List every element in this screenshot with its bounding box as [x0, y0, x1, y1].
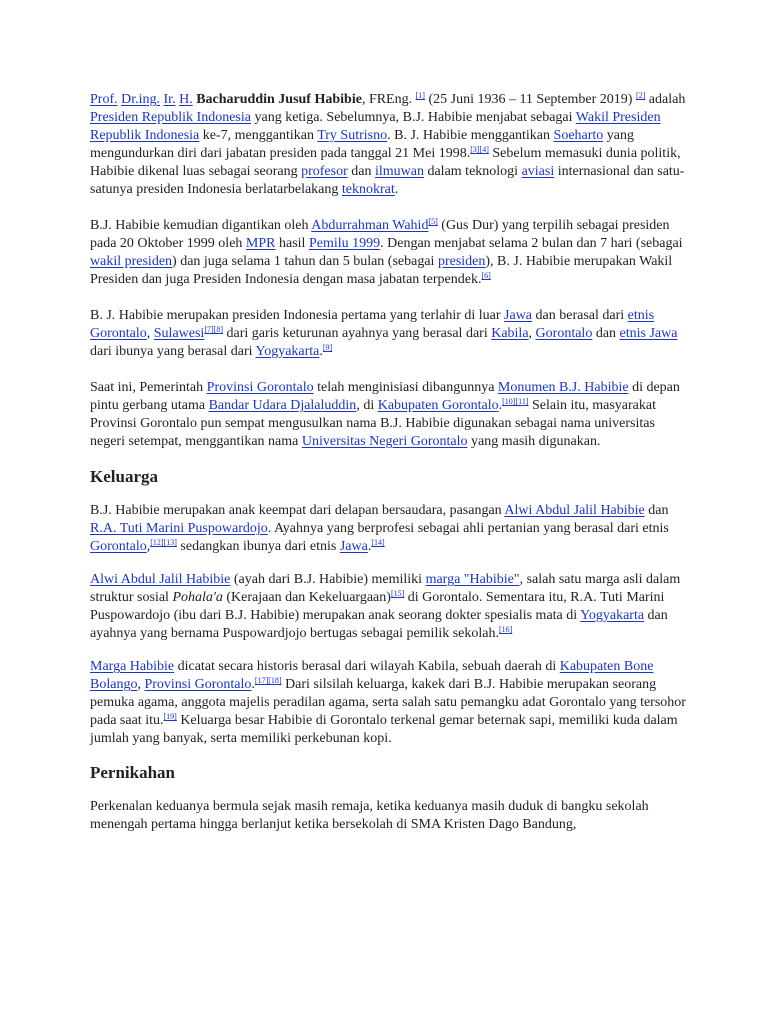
- article-body: [90, 91, 686, 834]
- text: Selain itu, masyarakat Provinsi Gorontalo pun sempat mengusulkan nama B.J. Habibie digunakan sebagai nama universitas negeri setempat, menggantikan nama: [90, 398, 657, 449]
- text: Dari silsilah keluarga, kakek dari B.J. Habibie merupakan seorang pemuka agama, anggota majelis peradilan agama, serta salah satu pemangku adat Gorontalo yang tersohor pada saat itu.: [90, 677, 686, 728]
- text: .: [319, 344, 323, 359]
- link-provinsi-gorontalo[interactable]: Provinsi Gorontalo: [144, 677, 252, 692]
- text: B.J. Habibie kemudian digantikan oleh: [90, 218, 312, 233]
- text: dan: [347, 164, 375, 179]
- paragraph-marga: [90, 571, 686, 643]
- text: . Dengan menjabat selama 2 bulan dan 7 hari (sebagai: [380, 236, 683, 251]
- text: .: [498, 398, 503, 413]
- link-etnis-jawa[interactable]: etnis Jawa: [619, 326, 678, 341]
- link-wakil-presiden[interactable]: wakil presiden: [90, 254, 173, 269]
- text: dan ayahnya yang bernama Puspowardjojo bertugas sebagai pemilik sekolah.: [90, 608, 668, 641]
- paragraph-monument: [90, 379, 686, 451]
- text: dari garis keturunan ayahnya yang berasal dari: [222, 326, 492, 341]
- citation-12-13[interactable]: [12][13]: [150, 538, 177, 547]
- link-try-sutrisno[interactable]: Try Sutrisno: [317, 128, 388, 143]
- link-ilmuwan[interactable]: ilmuwan: [374, 164, 424, 179]
- link-yogyakarta[interactable]: Yogyakarta: [580, 608, 645, 623]
- link-jawa[interactable]: Jawa: [339, 539, 368, 554]
- text: di depan pintu gerbang utama: [90, 380, 680, 413]
- link-marga-habibie[interactable]: Marga Habibie: [90, 659, 175, 674]
- text: .: [367, 539, 372, 554]
- text: ke-7, menggantikan: [199, 128, 318, 143]
- link-teknokrat[interactable]: teknokrat: [341, 182, 395, 197]
- link-profesor[interactable]: profesor: [301, 164, 348, 179]
- link-prof[interactable]: Prof.: [90, 92, 118, 107]
- text: yang ketiga. Sebelumnya, B.J. Habibie menjabat sebagai: [250, 110, 576, 125]
- link-sulawesi[interactable]: Sulawesi: [153, 326, 205, 341]
- link-kabupaten-gorontalo[interactable]: Kabupaten Gorontalo: [377, 398, 499, 413]
- link-marga-habibie[interactable]: marga "Habibie": [425, 572, 520, 587]
- text: adalah: [645, 92, 686, 107]
- text: dalam teknologi: [423, 164, 522, 179]
- citation-1[interactable]: [1]: [415, 91, 425, 100]
- text: (ayah dari B.J. Habibie) memiliki: [230, 572, 426, 587]
- text: telah menginisiasi dibangunnya: [313, 380, 498, 395]
- link-universitas-negeri-gorontalo[interactable]: Universitas Negeri Gorontalo: [301, 434, 468, 449]
- paragraph-origin: [90, 307, 686, 361]
- text: B.J. Habibie merupakan anak keempat dari delapan bersaudara, pasangan: [90, 503, 505, 518]
- link-jawa[interactable]: Jawa: [504, 308, 533, 323]
- text: sedangkan ibunya dari etnis: [176, 539, 340, 554]
- citation-5[interactable]: [5]: [428, 217, 438, 226]
- link-yogyakarta[interactable]: Yogyakarta: [255, 344, 320, 359]
- link-soeharto[interactable]: Soeharto: [553, 128, 604, 143]
- citation-6[interactable]: [6]: [481, 271, 491, 280]
- text: , salah satu marga asli dalam struktur sosial: [90, 572, 681, 605]
- citation-3-4[interactable]: [3][4]: [470, 145, 489, 154]
- text: dan: [592, 326, 620, 341]
- text: internasional dan satu-satunya presiden Indonesia berlatarbelakang: [90, 164, 685, 197]
- link-etnis-gorontalo[interactable]: etnis Gorontalo: [90, 308, 655, 341]
- link-presiden-ri[interactable]: Presiden Republik Indonesia: [90, 110, 251, 125]
- text: Keluarga besar Habibie di Gorontalo terkenal gemar beternak sapi, memiliki kuda dalam jumlah yang banyak, serta memiliki perkebunan kopi.: [90, 713, 678, 746]
- link-dring[interactable]: Dr.ing.: [121, 92, 161, 107]
- citation-2[interactable]: [2]: [635, 91, 646, 100]
- link-pemilu-1999[interactable]: Pemilu 1999: [308, 236, 381, 251]
- link-bandar-udara[interactable]: Bandar Udara Djalaluddin: [208, 398, 357, 413]
- link-alwi-abdul-jalil-habibie[interactable]: Alwi Abdul Jalil Habibie: [90, 572, 231, 587]
- text: ), B. J. Habibie merupakan Wakil Presiden dan juga Presiden Indonesia dengan masa jabatan terpendek.: [90, 254, 673, 287]
- text: dan: [644, 503, 669, 518]
- text: .: [394, 182, 399, 197]
- link-h[interactable]: H.: [179, 92, 193, 107]
- text: . Ayahnya yang berprofesi sebagai ahli pertanian yang berasal dari etnis: [267, 521, 669, 536]
- text: (Gus Dur) yang terpilih sebagai presiden pada 20 Oktober 1999 oleh: [90, 218, 670, 251]
- text: B. J. Habibie merupakan presiden Indonesia pertama yang terlahir di luar: [90, 308, 505, 323]
- text: . B. J. Habibie menggantikan: [387, 128, 554, 143]
- link-kabila[interactable]: Kabila: [491, 326, 529, 341]
- subject-name: Bacharuddin Jusuf Habibie: [196, 92, 362, 107]
- text: ,: [528, 326, 536, 341]
- citation-9[interactable]: [9]: [322, 343, 333, 352]
- paragraph-parents: [90, 502, 686, 556]
- link-ir[interactable]: Ir.: [163, 92, 176, 107]
- link-mpr[interactable]: MPR: [245, 236, 276, 251]
- link-tuti-marini[interactable]: R.A. Tuti Marini Puspowardojo: [90, 521, 268, 536]
- citation-14[interactable]: [14]: [371, 538, 385, 547]
- intro-paragraph: [90, 91, 686, 199]
- link-kabupaten-bone-bolango[interactable]: Kabupaten Bone Bolango: [90, 659, 654, 692]
- text: Perkenalan keduanya bermula sejak masih remaja, ketika keduanya masih duduk di bangku sekolah menengah pertama hingga berlanjut ketika bersekolah di SMA Kristen Dago Bandung,: [90, 799, 649, 832]
- link-aviasi[interactable]: aviasi: [521, 164, 555, 179]
- text: ,: [137, 677, 145, 692]
- link-provinsi-gorontalo[interactable]: Provinsi Gorontalo: [206, 380, 314, 395]
- text: , di: [356, 398, 378, 413]
- text: (Kerajaan dan Kekeluargaan): [222, 590, 391, 605]
- paragraph-history: [90, 658, 686, 748]
- link-monumen-habibie[interactable]: Monumen B.J. Habibie: [497, 380, 629, 395]
- link-alwi-abdul-jalil-habibie[interactable]: Alwi Abdul Jalil Habibie: [504, 503, 645, 518]
- paragraph-marriage: [90, 798, 686, 834]
- link-wapres-ri[interactable]: Wakil Presiden Republik Indonesia: [90, 110, 661, 143]
- text: (25 Juni 1936 – 11 September 2019): [424, 92, 633, 107]
- link-presiden[interactable]: presiden: [437, 254, 486, 269]
- citation-16[interactable]: [16]: [499, 625, 513, 634]
- citation-19[interactable]: [19]: [163, 712, 177, 721]
- text: Sebelum memasuki dunia politik, Habibie dikenal luas sebagai seorang: [90, 146, 681, 179]
- text: ,: [146, 539, 151, 554]
- text: yang masih digunakan.: [467, 434, 601, 449]
- citation-17-18[interactable]: [17][18]: [254, 676, 282, 685]
- link-gorontalo[interactable]: Gorontalo: [535, 326, 593, 341]
- citation-7-8[interactable]: [7][8]: [204, 325, 223, 334]
- text: dari ibunya yang berasal dari: [90, 344, 256, 359]
- text: dan berasal dari: [532, 308, 628, 323]
- text: hasil: [275, 236, 309, 251]
- section-heading-pernikahan: Pernikahan: [90, 763, 176, 782]
- citation-10-11[interactable]: [10][11]: [502, 397, 529, 406]
- text: yang mengundurkan diri dari jabatan presiden pada tanggal 21 Mei 1998.: [90, 128, 635, 161]
- link-abdurrahman-wahid[interactable]: Abdurrahman Wahid: [311, 218, 429, 233]
- text: Saat ini, Pemerintah: [90, 380, 207, 395]
- citation-15[interactable]: [15]: [390, 589, 405, 598]
- text: .: [251, 677, 255, 692]
- section-heading-keluarga: Keluarga: [90, 467, 158, 486]
- link-gorontalo[interactable]: Gorontalo: [90, 539, 147, 554]
- paragraph-successor: [90, 217, 686, 289]
- text: ) dan juga selama 1 tahun dan 5 bulan (sebagai: [172, 254, 438, 269]
- text: ,: [146, 326, 154, 341]
- text: dicatat secara historis berasal dari wilayah Kabila, sebuah daerah di: [174, 659, 560, 674]
- italic-term: Pohala'a: [172, 590, 223, 605]
- text: , FREng.: [361, 92, 413, 107]
- text: di Gorontalo. Sementara itu, R.A. Tuti Marini Puspowardojo (ibu dari B.J. Habibie) merupakan anak seorang dokter spesialis mata di: [90, 590, 665, 623]
